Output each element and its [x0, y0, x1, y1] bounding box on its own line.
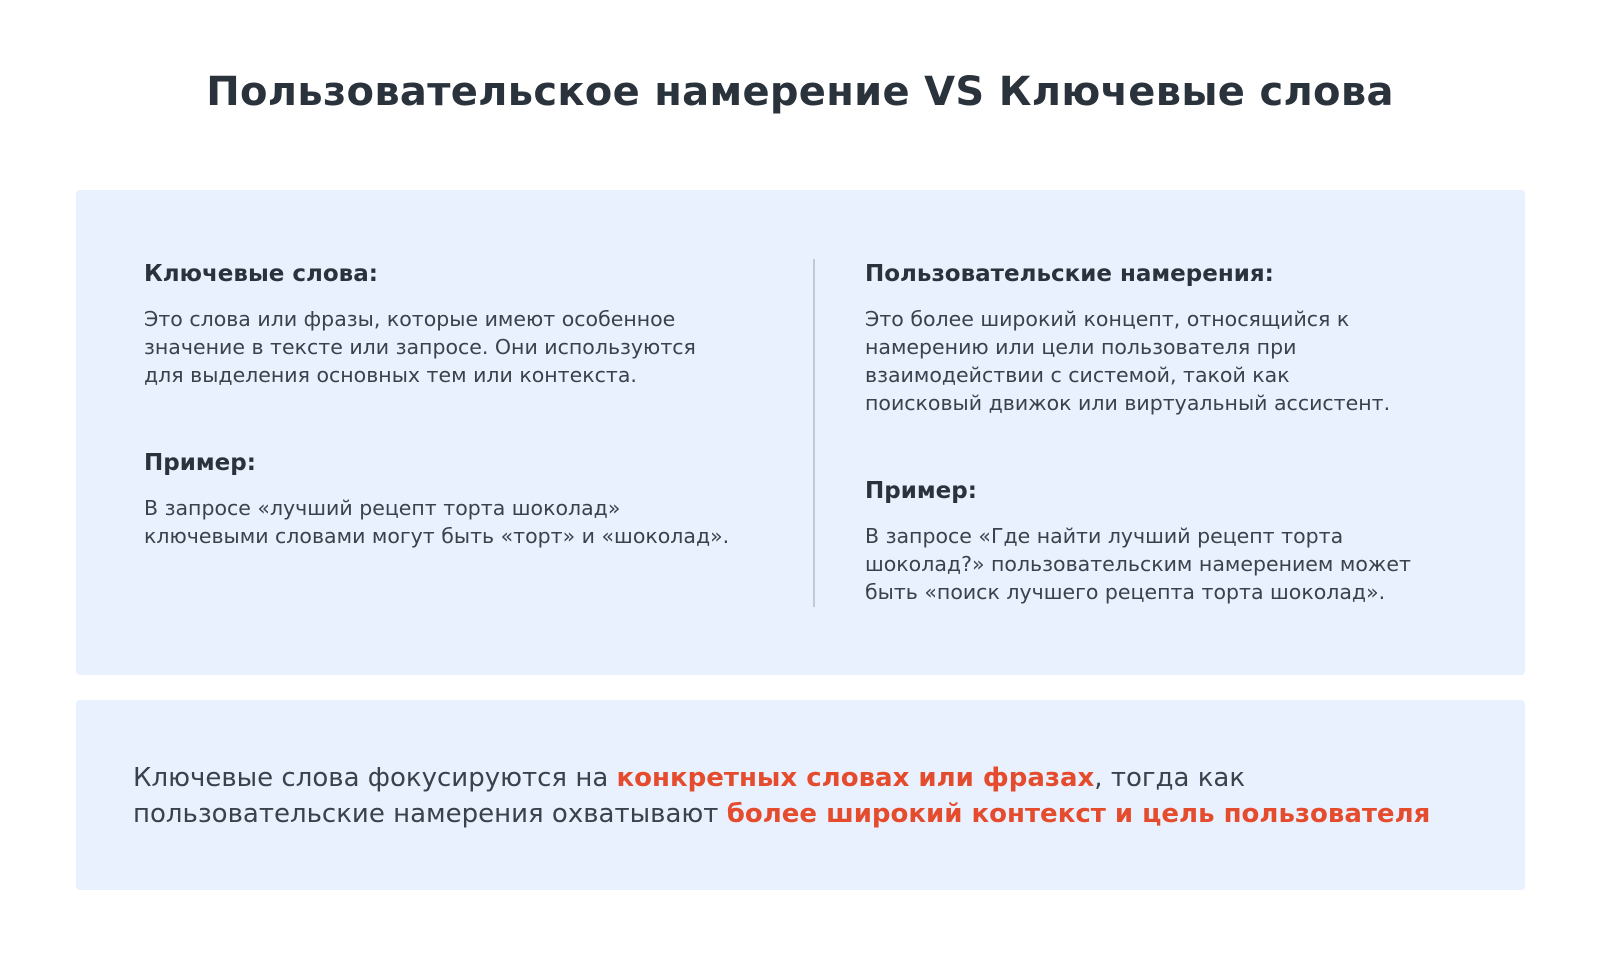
- summary-part: пользовательские намерения охватывают: [133, 799, 727, 829]
- user-intent-heading: Пользовательские намерения:: [865, 261, 1274, 287]
- keywords-example-text: [144, 494, 764, 550]
- user-intent-description-line: взаимодействии с системой, такой как: [865, 363, 1290, 387]
- keywords-column: [144, 258, 764, 550]
- keywords-example-line: ключевыми словами могут быть «торт» и «шоколад».: [144, 524, 730, 548]
- user-intent-description-line: поисковый движок или виртуальный ассистент.: [865, 391, 1391, 415]
- user-intent-example-text: [865, 522, 1485, 606]
- keywords-heading: Ключевые слова:: [144, 261, 378, 287]
- user-intent-example-line: В запросе «Где найти лучший рецепт торта: [865, 524, 1344, 548]
- summary-highlight: более широкий контекст и цель пользователя: [726, 799, 1431, 829]
- user-intent-example-line: шоколад?» пользовательским намерением может: [865, 552, 1411, 576]
- keywords-description: [144, 305, 764, 389]
- summary-part: Ключевые слова фокусируются на: [133, 763, 617, 793]
- user-intent-example-heading: Пример:: [865, 478, 977, 504]
- summary-line: [133, 796, 1493, 832]
- user-intent-description-line: намерению или цели пользователя при: [865, 335, 1297, 359]
- page-title: Пользовательское намерение VS Ключевые слова: [206, 69, 1394, 115]
- user-intent-description: [865, 305, 1485, 417]
- summary-highlight: конкретных словах или фразах: [616, 763, 1095, 793]
- keywords-example-heading: Пример:: [144, 450, 256, 476]
- user-intent-example-line: быть «поиск лучшего рецепта торта шоколад».: [865, 580, 1386, 604]
- summary-line: [133, 760, 1493, 796]
- summary-text: [133, 760, 1493, 832]
- keywords-description-line: Это слова или фразы, которые имеют особенное: [144, 307, 676, 331]
- column-divider: [813, 259, 815, 607]
- keywords-description-line: значение в тексте или запросе. Они используются: [144, 335, 696, 359]
- user-intent-description-line: Это более широкий концепт, относящийся к: [865, 307, 1350, 331]
- keywords-example-line: В запросе «лучший рецепт торта шоколад»: [144, 496, 621, 520]
- summary-part: , тогда как: [1094, 763, 1246, 793]
- user-intent-column: [865, 258, 1485, 606]
- keywords-description-line: для выделения основных тем или контекста.: [144, 363, 637, 387]
